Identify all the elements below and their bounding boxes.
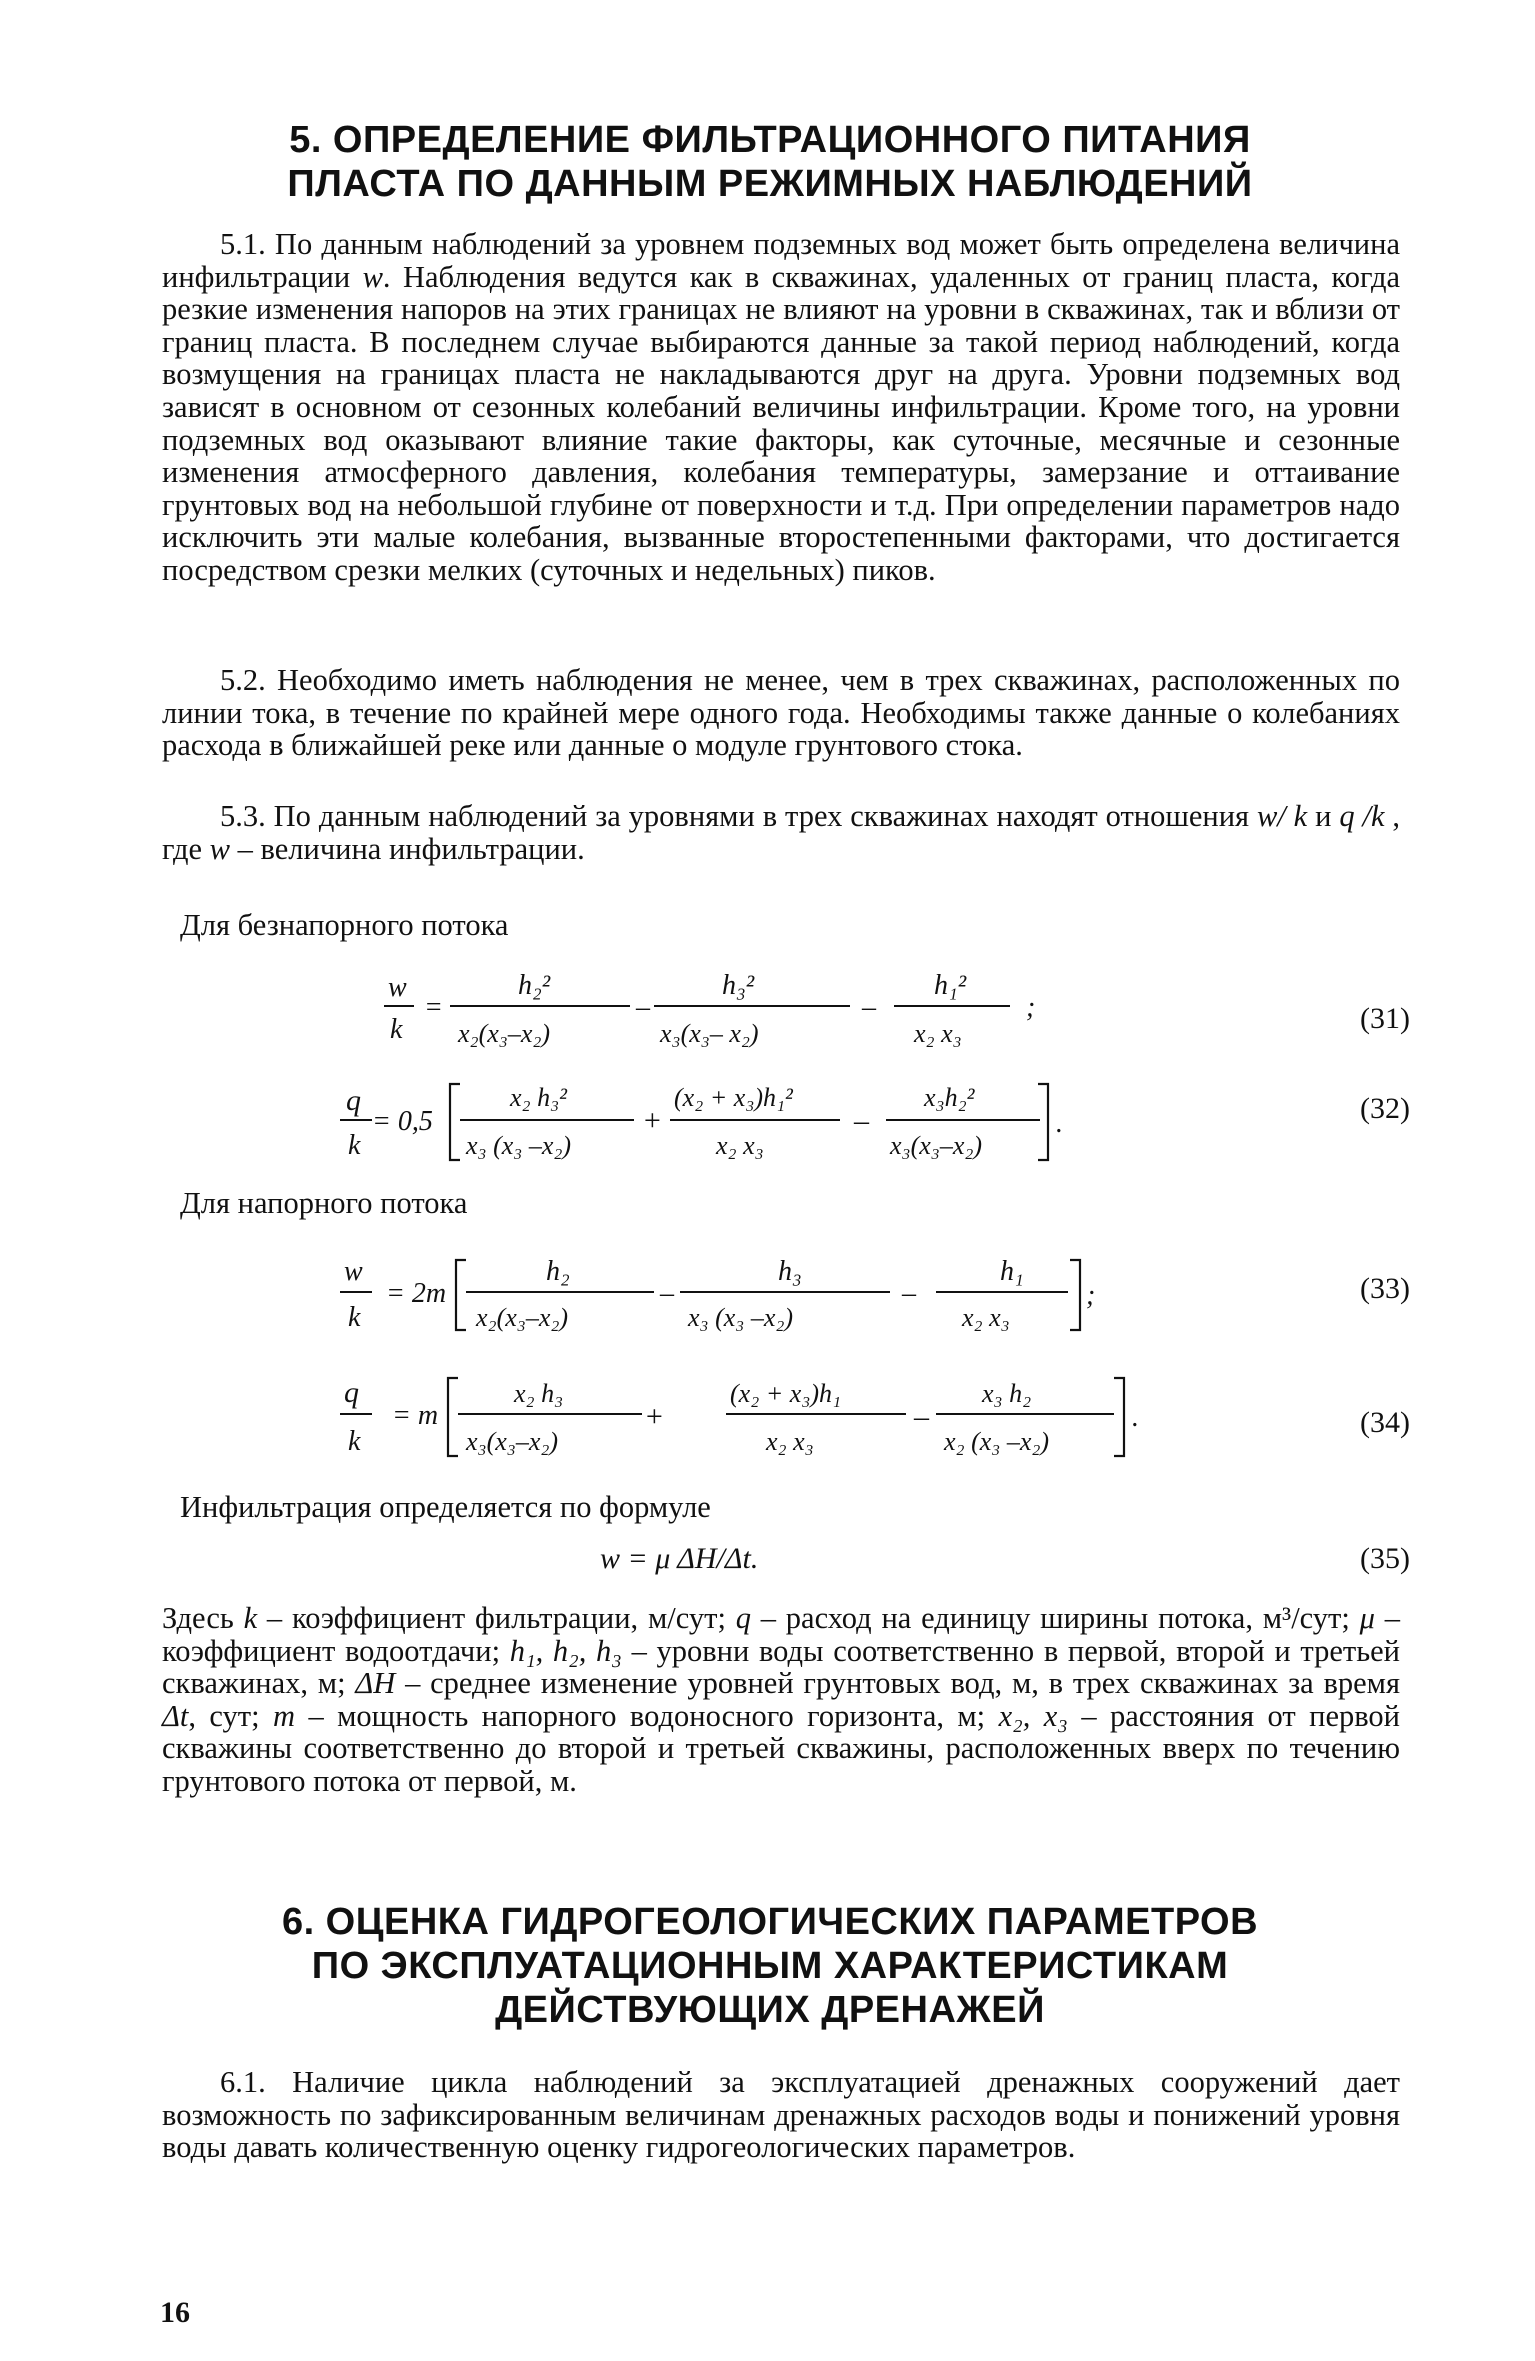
- formula-32: [310, 1070, 1410, 1170]
- section-6-title-line-2: ПО ЭКСПЛУАТАЦИОННЫМ ХАРАКТЕРИСТИКАМ: [311, 1945, 1229, 1987]
- f33-minus-2: –: [902, 1278, 916, 1309]
- f34-plus: +: [644, 1400, 665, 1433]
- definition-text: – среднее изменение уровней грунтовых вод, м, в трех скважинах за время: [395, 1666, 1401, 1701]
- f31-end: ;: [1026, 992, 1036, 1023]
- f32-coefficient: = 0,5: [372, 1106, 433, 1137]
- f34-t1-den: x₃(x₃–x₂): [466, 1427, 559, 1456]
- label-confined-flow: Для напорного потока: [180, 1186, 468, 1220]
- f32-end: .: [1056, 1108, 1063, 1139]
- section-5-heading: [160, 118, 1380, 206]
- definition-text: – коэффициент фильтрации, м/сут;: [257, 1601, 736, 1635]
- equation-number-32: (32): [1360, 1092, 1410, 1125]
- definition-text: – расстояния от первой скважины соответственно до второй и третьей скважины, расположенных вверх по течению грунтового потока от первой, м.: [162, 1698, 1400, 1798]
- f31-minus-1: –: [636, 992, 650, 1023]
- math-symbol: x₂, x₃: [998, 1698, 1068, 1733]
- paragraph-text: Необходимо иметь наблюдения не менее, чем в трех скважинах, расположенных по линии тока, в течение по крайней мере одного года. Необходимы также данные о колебаниях расхода в ближайшей реке или данные о модуле грунтового стока.: [162, 663, 1400, 763]
- f34-left-bracket: [448, 1378, 458, 1456]
- f33-t1-num: h₂: [546, 1256, 570, 1287]
- paragraph-text: , где: [162, 799, 1401, 866]
- math-symbol: k: [243, 1601, 258, 1635]
- paragraph-text: – величина инфильтрации.: [230, 831, 585, 866]
- equation-number-35: (35): [1360, 1542, 1410, 1575]
- section-6-title-line-3: ДЕЙСТВУЮЩИХ ДРЕНАЖЕЙ: [495, 1989, 1045, 2031]
- math-symbol: w: [362, 259, 383, 294]
- formula-33: [310, 1242, 1410, 1342]
- f33-t2-num: h₃: [778, 1256, 802, 1287]
- math-symbol: ΔH: [355, 1666, 396, 1701]
- f32-plus: +: [642, 1104, 663, 1137]
- math-symbol: h₁, h₂, h₃: [509, 1633, 622, 1668]
- paragraph-text: По данным наблюдений за уровнем подземных вод может быть определена величина инфильтрации: [162, 227, 1400, 294]
- definition-text: – коэффициент водоотдачи;: [162, 1601, 1400, 1668]
- f32-lhs-num: q: [346, 1084, 361, 1117]
- math-symbol: μ: [1359, 1601, 1375, 1635]
- formula-31-svg: [310, 962, 1210, 1052]
- f34-t3-num: x₃ h₂: [982, 1379, 1032, 1408]
- formula-34: [310, 1362, 1410, 1466]
- f34-t1-num: x₂ h₃: [514, 1379, 564, 1408]
- math-symbol: w/ k: [1256, 799, 1308, 833]
- label-infiltration: Инфильтрация определяется по формуле: [180, 1490, 711, 1524]
- f34-t3-den: x₂ (x₃ –x₂): [944, 1427, 1050, 1456]
- definition-text: Здесь: [162, 1601, 244, 1635]
- formula-31: [310, 962, 1410, 1052]
- paragraph-text: Наличие цикла наблюдений за эксплуатацией дренажных сооружений дает возможность по зафиксированным величинам дренажных расходов воды и понижений уровня воды давать количественную оценку гидрогеологических параметров.: [162, 2065, 1400, 2165]
- f32-minus: –: [854, 1104, 869, 1137]
- f34-right-bracket: [1114, 1378, 1124, 1456]
- f31-lhs-den: k: [390, 1014, 403, 1045]
- f33-t2-den: x₃ (x₃ –x₂): [688, 1303, 794, 1332]
- f31-lhs-num: w: [388, 972, 407, 1003]
- label-unconfined-flow: Для безнапорного потока: [180, 908, 509, 942]
- f32-t3-num: x₃h₂²: [924, 1083, 975, 1112]
- formula-32-svg: [310, 1070, 1210, 1170]
- f31-t1-den: x₂(x₃–x₂): [458, 1019, 551, 1048]
- f31-t3-den: x₂ x₃: [914, 1019, 962, 1048]
- paragraph-text: и: [1307, 799, 1340, 833]
- f33-right-bracket: [1070, 1260, 1080, 1330]
- f31-t1-num: h₂²: [518, 970, 551, 1001]
- f31-minus-2: –: [862, 992, 876, 1023]
- f33-end: ;: [1086, 1280, 1096, 1311]
- f31-equals: =: [424, 992, 443, 1023]
- paragraph-number: 6.1.: [220, 2065, 266, 2099]
- symbol-definitions: [162, 1602, 1400, 1798]
- paragraph-text: По данным наблюдений за уровнями в трех скважинах находят отношения: [265, 799, 1257, 833]
- math-symbol: q: [735, 1601, 751, 1635]
- math-symbol: Δt: [162, 1698, 189, 1733]
- f34-end: .: [1132, 1402, 1139, 1433]
- math-symbol: q /k: [1339, 799, 1385, 833]
- f33-t3-den: x₂ x₃: [962, 1303, 1010, 1332]
- formula-35-text: w = μ ΔH/Δt.: [600, 1542, 759, 1575]
- paragraph-5-3: [162, 800, 1400, 865]
- f34-lhs-num: q: [344, 1376, 359, 1409]
- formula-34-svg: [310, 1362, 1210, 1466]
- f33-coefficient: = 2m: [386, 1278, 447, 1309]
- paragraph-number: 5.3.: [220, 799, 266, 833]
- paragraph-6-1: [162, 2066, 1400, 2164]
- section-5-title-line-2: ПЛАСТА ПО ДАННЫМ РЕЖИМНЫХ НАБЛЮДЕНИЙ: [287, 163, 1253, 205]
- math-symbol: w: [209, 831, 231, 866]
- f34-minus: –: [914, 1400, 929, 1433]
- f31-t2-den: x₃(x₃– x₂): [660, 1019, 759, 1048]
- definition-text: – мощность напорного водоносного горизонта, м;: [295, 1698, 999, 1733]
- definition-text: – расход на единицу ширины потока, м³/сут;: [750, 1601, 1360, 1635]
- f33-t1-den: x₂(x₃–x₂): [476, 1303, 569, 1332]
- f33-minus-1: –: [660, 1278, 674, 1309]
- f32-t1-num: x₂ h₃²: [510, 1083, 567, 1112]
- f33-t3-num: h₁: [1000, 1256, 1024, 1287]
- f31-t2-num: h₃²: [722, 970, 755, 1001]
- f32-t2-num: (x₂ + x₃)h₁²: [674, 1083, 793, 1112]
- paragraph-5-1: [162, 228, 1400, 587]
- f34-coefficient: = m: [392, 1400, 439, 1431]
- definition-text: – уровни воды соответственно в первой, второй и третьей скважинах, м;: [162, 1633, 1401, 1701]
- formula-33-svg: [310, 1242, 1210, 1342]
- equation-number-33: (33): [1360, 1272, 1410, 1305]
- paragraph-text: . Наблюдения ведутся как в скважинах, удаленных от границ пласта, когда резкие изменения напоров на этих границах не влияют на уровни в скважинах, так и вблизи от границ пласта. В последнем случае выбираются данные за такой период наблюдений, когда возмущения на границах пласта не накладываются друг на друга. Уровни подземных вод зависят в основном от сезонных колебаний величины инфильтрации. Кроме того, на уровни подземных вод оказывают влияние такие факторы, как суточные, месячные и сезонные изменения атмосферного давления, колебания температуры, замерзание и оттаивание грунтовых вод на небольшой глубине от поверхности и т.д. При определении параметров надо исключить эти малые колебания, вызванные второстепенными факторами, что достигается посредством срезки мелких (суточных и недельных) пиков.: [162, 259, 1400, 587]
- paragraph-number: 5.2.: [220, 663, 266, 697]
- f32-t2-den: x₂ x₃: [716, 1131, 764, 1160]
- f32-t3-den: x₃(x₃–x₂): [890, 1131, 983, 1160]
- equation-number-31: (31): [1360, 1002, 1410, 1035]
- f32-lhs-den: k: [348, 1130, 361, 1161]
- f32-t1-den: x₃ (x₃ –x₂): [466, 1131, 572, 1160]
- f34-t2-num: (x₂ + x₃)h₁: [730, 1379, 842, 1408]
- f32-right-bracket: [1038, 1084, 1048, 1160]
- formula-35: [310, 1538, 1410, 1584]
- f32-left-bracket: [450, 1084, 460, 1160]
- definition-text: , сут;: [188, 1698, 274, 1733]
- paragraph-5-2: [162, 664, 1400, 762]
- f33-lhs-num: w: [344, 1256, 363, 1287]
- page-number: 16: [160, 2296, 190, 2329]
- paragraph-number: 5.1.: [220, 227, 266, 261]
- f34-lhs-den: k: [348, 1426, 361, 1457]
- f33-lhs-den: k: [348, 1302, 361, 1333]
- f31-t3-num: h₁²: [934, 970, 967, 1001]
- section-6-heading: [160, 1900, 1380, 2032]
- equation-number-34: (34): [1360, 1406, 1410, 1439]
- f34-t2-den: x₂ x₃: [766, 1427, 814, 1456]
- section-6-title-line-1: 6. ОЦЕНКА ГИДРОГЕОЛОГИЧЕСКИХ ПАРАМЕТРОВ: [281, 1901, 1259, 1943]
- math-symbol: m: [273, 1698, 296, 1733]
- section-5-title-line-1: 5. ОПРЕДЕЛЕНИЕ ФИЛЬТРАЦИОННОГО ПИТАНИЯ: [289, 119, 1251, 161]
- f33-left-bracket: [456, 1260, 466, 1330]
